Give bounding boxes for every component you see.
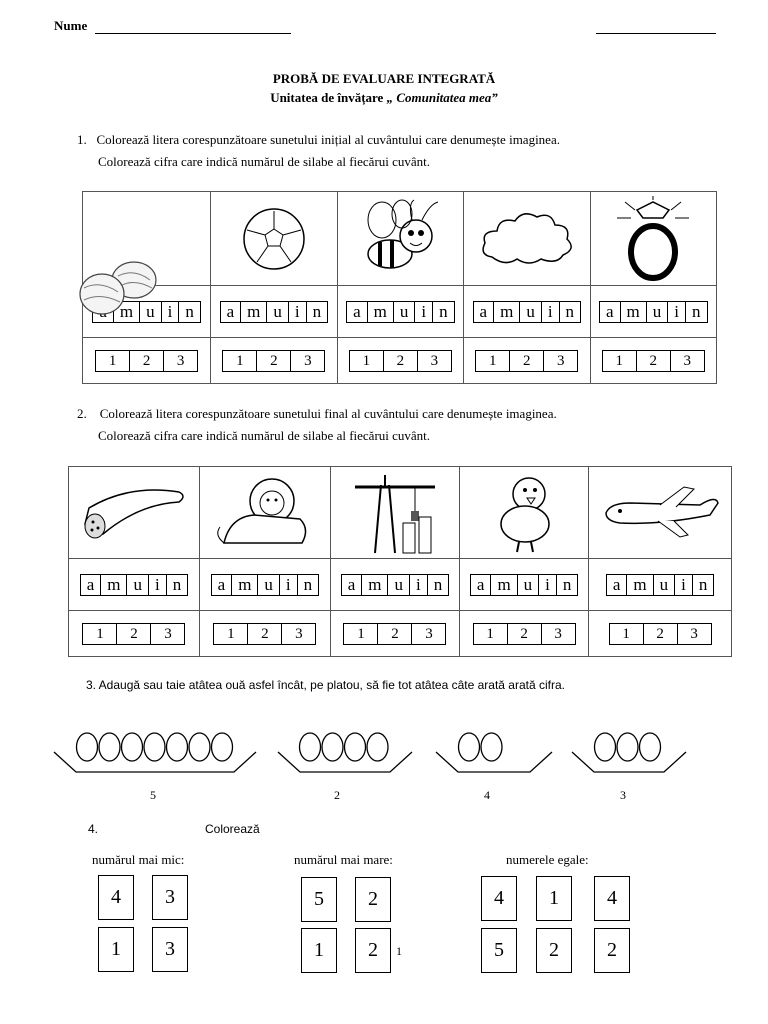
egg-icon[interactable] (144, 733, 165, 761)
number-box[interactable]: 1 (536, 876, 572, 921)
digits-cell (337, 338, 463, 384)
egg-icon[interactable] (300, 733, 321, 761)
plate-icon (278, 752, 412, 772)
number-box[interactable]: 4 (98, 875, 134, 920)
subtitle-unit-name: „ Comunitatea mea” (386, 90, 498, 105)
digits-cell (330, 611, 459, 657)
letters-cell (590, 286, 716, 338)
picture-cell (199, 467, 330, 559)
digit-box[interactable]: 1 2 3 (213, 623, 316, 645)
digits-cell (464, 338, 590, 384)
egg-icon[interactable] (77, 733, 98, 761)
digit-box[interactable]: 1 2 3 (343, 623, 446, 645)
ring-icon (613, 196, 693, 282)
digits-cell (83, 338, 211, 384)
exercise2-line2: Colorează cifra care indică numărul de silabe al fiecărui cuvânt. (98, 428, 431, 443)
plate-target-number: 4 (484, 788, 490, 802)
digit-box[interactable]: 1 2 3 (349, 350, 452, 372)
picture-cell (337, 192, 463, 286)
number-box[interactable]: 4 (481, 876, 517, 921)
group-label-equal: numerele egale: (506, 852, 589, 867)
digits-cell (199, 611, 330, 657)
group-label-smaller: numărul mai mic: (92, 852, 185, 867)
number-box[interactable]: 5 (481, 928, 517, 973)
letters-cell (211, 286, 337, 338)
egg-icon[interactable] (322, 733, 343, 761)
picture-cell (460, 467, 589, 559)
letter-box[interactable]: m u i n (92, 301, 201, 323)
number-box[interactable]: 2 (355, 928, 391, 973)
letter-box[interactable]: a m u i n (606, 574, 715, 596)
letter-box[interactable]: a m u i n (220, 301, 329, 323)
egg-icon[interactable] (345, 733, 366, 761)
letter-box[interactable]: a m u i n (80, 574, 189, 596)
egg-icon[interactable] (617, 733, 638, 761)
digit-box[interactable]: 1 2 3 (609, 623, 712, 645)
egg-icon[interactable] (459, 733, 480, 761)
egg-icon[interactable] (481, 733, 502, 761)
subtitle-prefix: Unitatea de învățare (270, 90, 387, 105)
page-subtitle (0, 90, 768, 106)
name-field-line[interactable] (95, 33, 291, 34)
exercise1-number: 1. (77, 132, 87, 147)
letters-cell (460, 559, 589, 611)
plate-target-number: 2 (334, 788, 340, 802)
digit-box[interactable]: 1 2 3 (222, 350, 325, 372)
salami-icon (79, 478, 189, 548)
exercise3-instruction: 3. Adaugă sau taie atâtea ouă asfel încât, pe platou, să fie tot atâtea câte arată arată cifra. (86, 678, 565, 692)
number-box[interactable]: 3 (152, 875, 188, 920)
digit-box[interactable]: 1 2 3 (95, 350, 198, 372)
digits-cell (69, 611, 200, 657)
picture-cell (464, 192, 590, 286)
digit-box[interactable]: 1 2 3 (602, 350, 705, 372)
plate-target-number: 3 (620, 788, 626, 802)
letter-box[interactable]: a m u i n (473, 301, 582, 323)
chick-icon (479, 470, 569, 556)
egg-icon[interactable] (189, 733, 210, 761)
number-box[interactable]: 3 (152, 927, 188, 972)
letters-cell (337, 286, 463, 338)
egg-icon[interactable] (212, 733, 233, 761)
exercise2-line1: Colorează litera corespunzătoare sunetului final al cuvântului care denumește imaginea. (99, 406, 557, 421)
egg-plates[interactable] (0, 720, 768, 790)
number-box[interactable]: 2 (355, 877, 391, 922)
digit-box[interactable]: 1 2 3 (475, 350, 578, 372)
exercise2-instructions (77, 403, 557, 447)
digit-box[interactable]: 1 2 3 (82, 623, 185, 645)
group-label-larger: numărul mai mare: (294, 852, 393, 867)
egg-icon[interactable] (595, 733, 616, 761)
cloud-icon (477, 209, 577, 269)
date-field-line[interactable] (596, 33, 716, 34)
exercise4-instruction: Colorează (205, 822, 260, 836)
letters-cell (69, 559, 200, 611)
egg-icon[interactable] (167, 733, 188, 761)
exercise2-number: 2. (77, 406, 87, 421)
digits-cell (460, 611, 589, 657)
exercise1-table (82, 191, 717, 384)
letter-box[interactable]: a m u i n (211, 574, 320, 596)
letter-box[interactable]: a m u i n (341, 574, 450, 596)
letters-cell (199, 559, 330, 611)
picture-cell (590, 192, 716, 286)
egg-icon[interactable] (367, 733, 388, 761)
picture-cell (589, 467, 732, 559)
letter-box[interactable]: a m u i n (470, 574, 579, 596)
exercise4-number: 4. (88, 822, 99, 836)
letters-cell (330, 559, 459, 611)
letter-box[interactable]: a m u i n (346, 301, 455, 323)
page-number: 1 (396, 944, 402, 958)
digits-cell (211, 338, 337, 384)
walnut-icon (76, 258, 160, 320)
number-box[interactable]: 1 (301, 928, 337, 973)
number-box[interactable]: 4 (594, 876, 630, 921)
crane-icon (345, 471, 445, 555)
number-box[interactable]: 2 (536, 928, 572, 973)
picture-cell (330, 467, 459, 559)
exercise1-line1: Colorează litera corespunzătoare sunetului inițial al cuvântului care denumește imaginea. (96, 132, 560, 147)
digits-cell (589, 611, 732, 657)
airplane-icon (600, 483, 720, 543)
picture-cell (211, 192, 337, 286)
digits-cell (590, 338, 716, 384)
digit-box[interactable]: 1 2 3 (473, 623, 576, 645)
exercise1-instructions (77, 129, 560, 173)
exercise2-table (68, 466, 732, 657)
number-box[interactable]: 2 (594, 928, 630, 973)
letter-box[interactable]: a m u i n (599, 301, 708, 323)
letters-cell (589, 559, 732, 611)
letters-cell (464, 286, 590, 338)
bee-icon (350, 196, 450, 282)
egg-icon[interactable] (99, 733, 120, 761)
plate-target-number: 5 (150, 788, 156, 802)
number-box[interactable]: 5 (301, 877, 337, 922)
page-title: PROBĂ DE EVALUARE INTEGRATĂ (272, 71, 496, 86)
picture-cell (69, 467, 200, 559)
name-label: Nume (54, 18, 88, 33)
number-box[interactable]: 1 (98, 927, 134, 972)
ball-icon (239, 204, 309, 274)
egg-icon[interactable] (122, 733, 143, 761)
lion-icon (210, 473, 320, 553)
egg-icon[interactable] (640, 733, 661, 761)
exercise1-line2: Colorează cifra care indică numărul de silabe al fiecărui cuvânt. (98, 154, 431, 169)
